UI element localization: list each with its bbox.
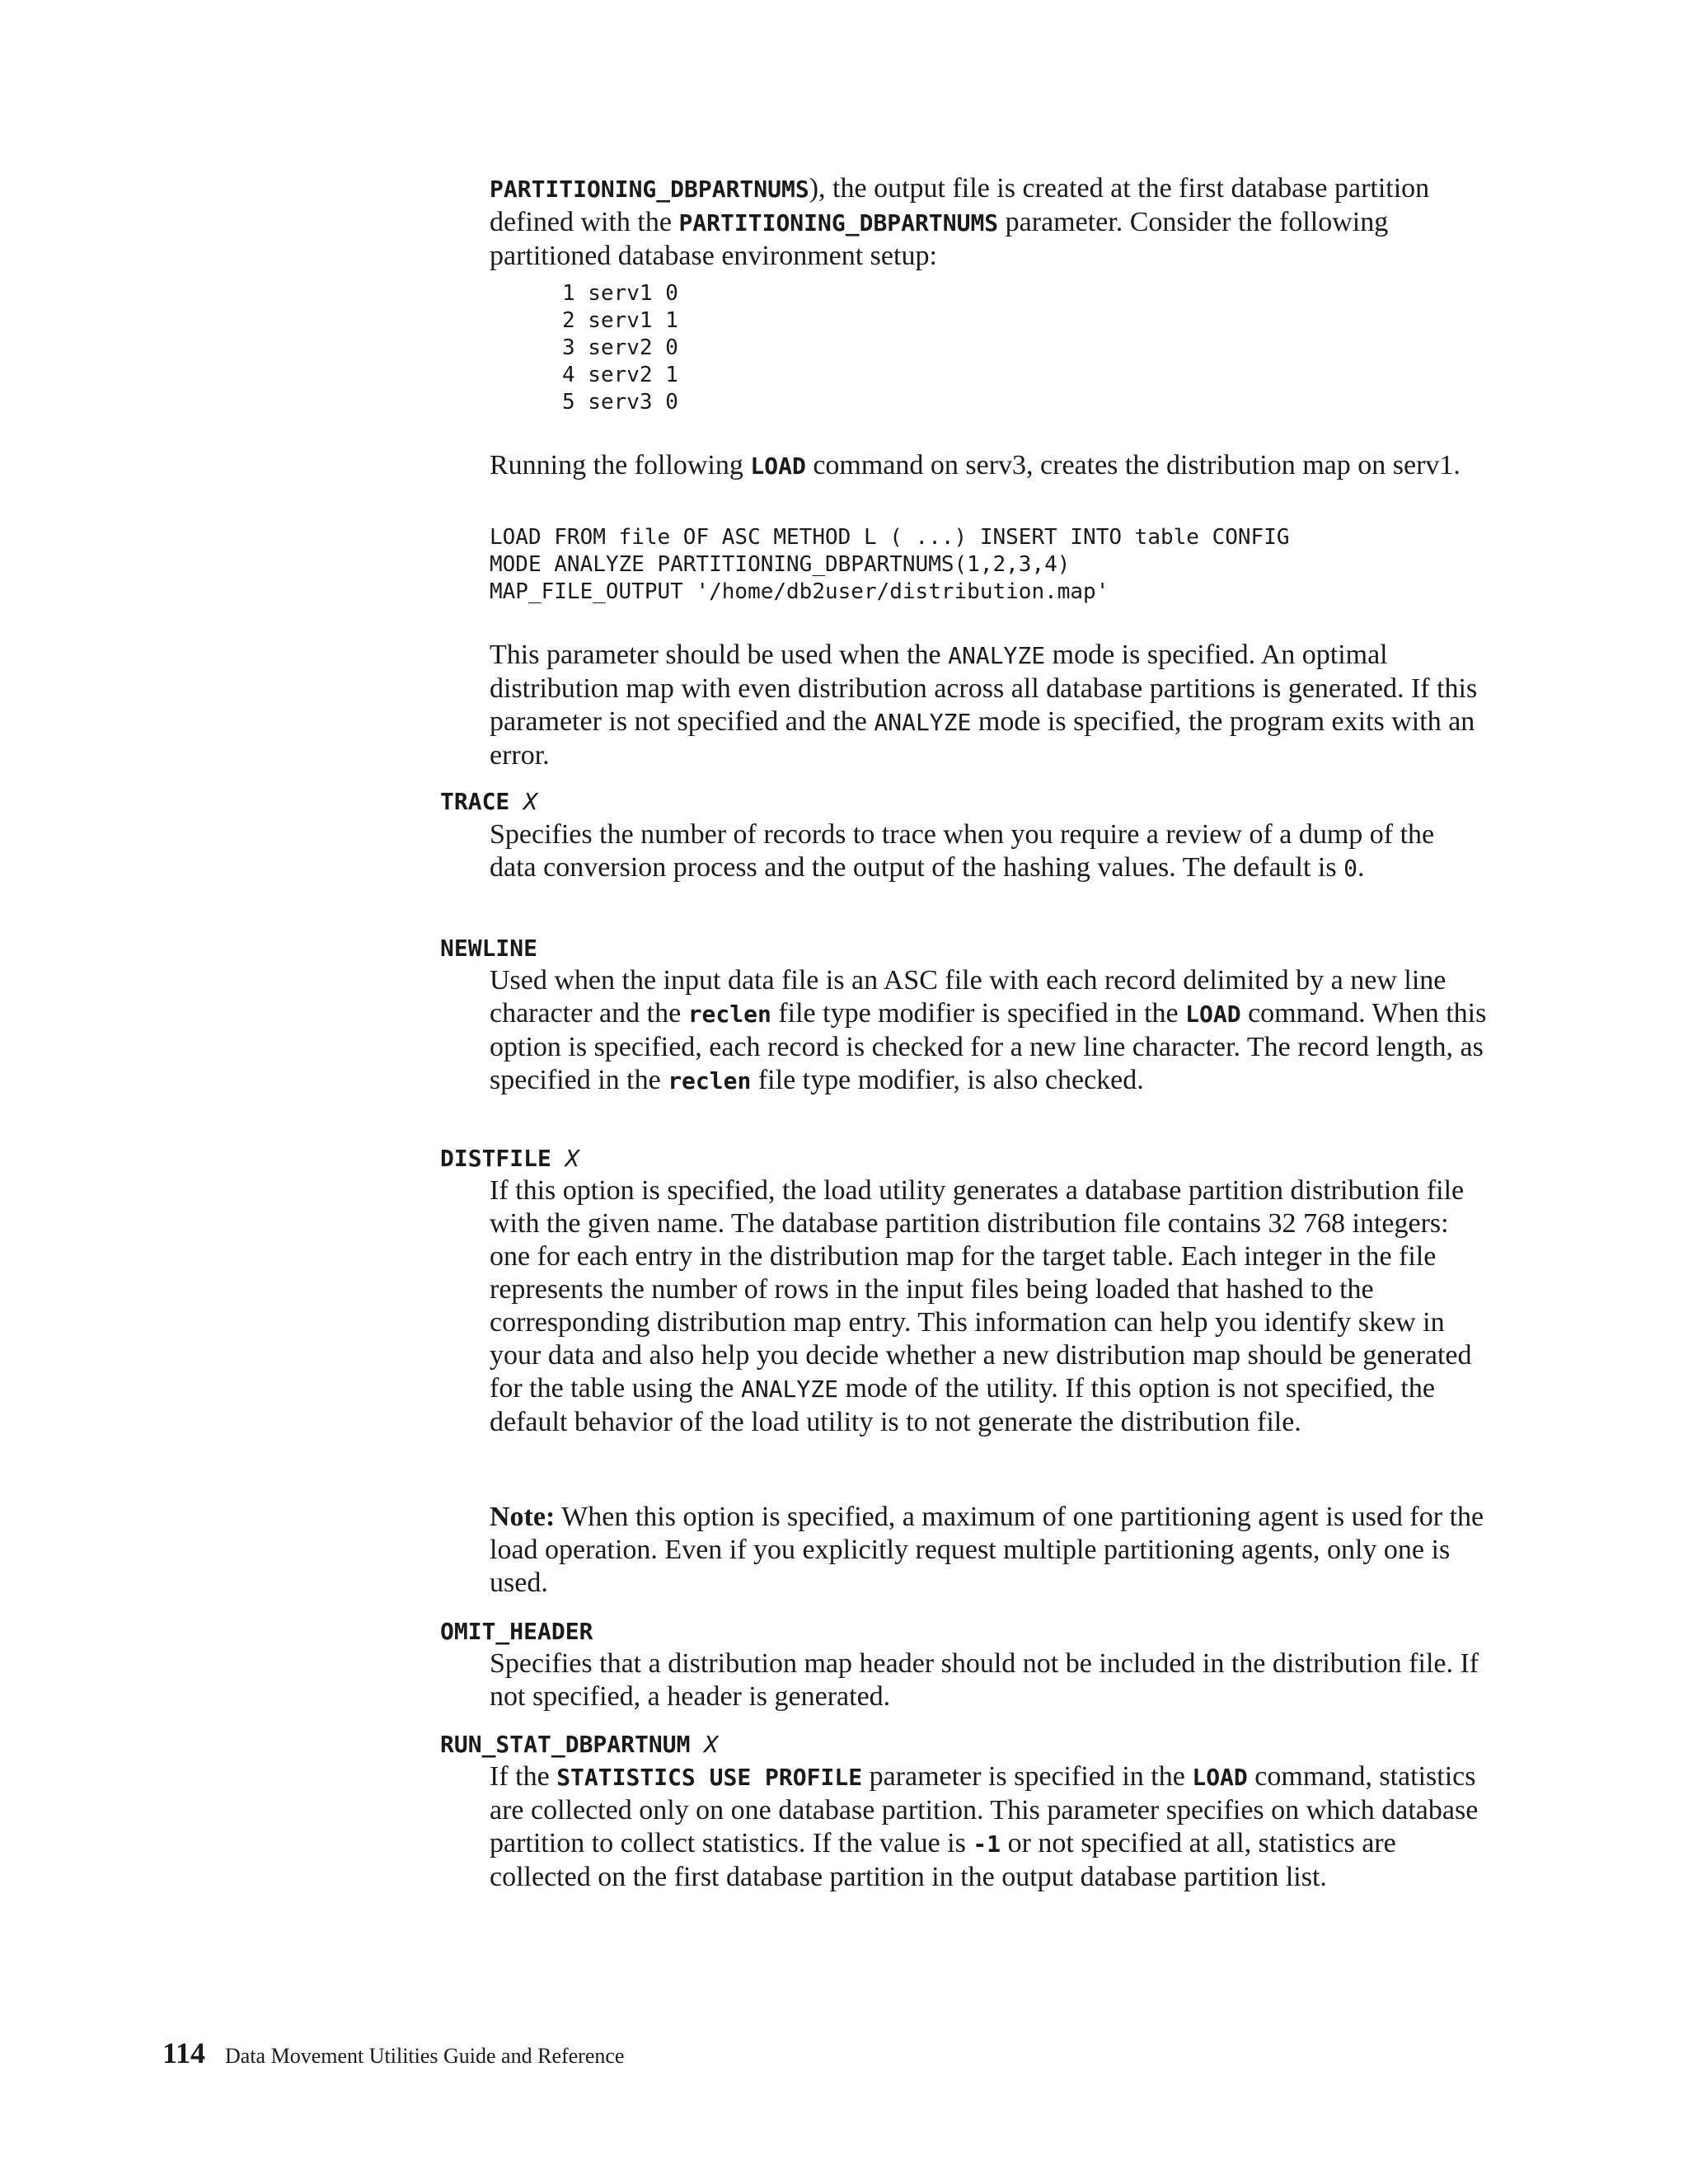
keyword-load: LOAD [750, 452, 806, 480]
load-command-line: MAP_FILE_OUTPUT '/home/db2user/distribution.map' [490, 579, 1109, 604]
keyword-reclen: reclen [687, 1001, 771, 1028]
keyword-reclen-2: reclen [668, 1067, 752, 1094]
term-trace [440, 787, 537, 817]
book-title: Data Movement Utilities Guide and Reference [225, 2044, 625, 2068]
term-run-stat-arg: X [704, 1731, 719, 1758]
term-run-stat-dbpartnum [440, 1730, 718, 1760]
term-omit-header [440, 1617, 593, 1647]
setup-line: 4 serv2 1 [562, 363, 678, 387]
distfile-note [490, 1501, 1487, 1600]
distfile-description [490, 1174, 1487, 1439]
term-run-stat-name: RUN_STAT_DBPARTNUM [440, 1731, 691, 1758]
run-stat-description [490, 1760, 1487, 1894]
page-footer [162, 2036, 624, 2070]
trace-text-2: . [1357, 852, 1365, 883]
keyword-partitioning-dbpartnums-2: PARTITIONING_DBPARTNUMS [678, 209, 999, 237]
run-stat-text-2: parameter is specified in the [862, 1761, 1193, 1792]
intro-text-2: parameter. Consider the following partitioned database environment setup: [490, 207, 1389, 271]
keyword-partitioning-dbpartnums: PARTITIONING_DBPARTNUMS [490, 176, 809, 203]
term-omit-header-name: OMIT_HEADER [440, 1618, 593, 1645]
trace-description [490, 818, 1487, 885]
value-minus-one: -1 [973, 1830, 1001, 1858]
keyword-analyze: ANALYZE [740, 1376, 838, 1403]
term-newline-name: NEWLINE [440, 935, 538, 962]
running-text-1: Running the following [490, 450, 751, 480]
analyze-text-2: mode is specified. An optimal distribution map with even distribution across all database partitions is generated. If this parameter is not specified and the [490, 640, 1478, 737]
page-number: 114 [162, 2036, 206, 2069]
newline-text-4: file type modifier, is also checked. [751, 1065, 1144, 1095]
keyword-load: LOAD [1185, 1001, 1241, 1028]
keyword-statistics-use-profile: STATISTICS USE PROFILE [556, 1764, 863, 1791]
distfile-text-1: If this option is specified, the load utility generates a database partition distribution file with the given name. The database partition distribution file contains 32 768 integers: one for each entry in the distribution map for the target table. Each integer in the file represents the number of rows in the input files being loaded that hashed to the corresponding distribution map entry. This information can help you identify skew in your data and also help you decide whether a new distribution map should be generated for the table using the [490, 1175, 1472, 1404]
term-newline [440, 934, 537, 963]
newline-description [490, 964, 1487, 1098]
setup-code-block [562, 280, 678, 416]
analyze-text-1: This parameter should be used when the [490, 640, 949, 670]
setup-line: 5 serv3 0 [562, 390, 678, 415]
setup-line: 2 serv1 1 [562, 308, 678, 333]
omit-header-description [490, 1647, 1487, 1713]
term-distfile [440, 1144, 579, 1174]
load-command-line: LOAD FROM file OF ASC METHOD L ( ...) INSERT INTO table CONFIG [490, 525, 1290, 550]
term-trace-name: TRACE [440, 788, 510, 815]
running-paragraph [490, 449, 1487, 483]
note-label: Note: [490, 1502, 556, 1532]
analyze-text-3: mode is specified, the program exits with an error. [490, 706, 1475, 771]
distfile-text-2: mode of the utility. If this option is not specified, the default behavior of the load utility is to not generate the distribution file. [490, 1373, 1435, 1437]
term-trace-arg: X [523, 788, 538, 815]
keyword-analyze-2: ANALYZE [874, 709, 972, 736]
keyword-load: LOAD [1192, 1764, 1248, 1791]
run-stat-text-4: or not specified at all, statistics are collected on the first database partition in the output database partition list. [490, 1828, 1396, 1892]
load-command-line: MODE ANALYZE PARTITIONING_DBPARTNUMS(1,2,3,4) [490, 552, 1071, 577]
note-text: When this option is specified, a maximum of one partitioning agent is used for the load operation. Even if you explicitly request multiple partitioning agents, only one is used. [490, 1502, 1484, 1598]
trace-text-1: Specifies the number of records to trace when you require a review of a dump of the data conversion process and the output of the hashing values. The default is [490, 819, 1435, 883]
intro-paragraph [490, 172, 1487, 273]
load-command-code-block [490, 524, 1290, 606]
run-stat-text-1: If the [490, 1761, 557, 1792]
running-text-2: command on serv3, creates the distribution map on serv1. [805, 450, 1461, 480]
trace-default-value: 0 [1343, 855, 1357, 882]
keyword-analyze: ANALYZE [948, 642, 1046, 669]
run-stat-text-3: command, statistics are collected only on one database partition. This parameter specifies on which database partition to collect statistics. If the value is [490, 1761, 1479, 1858]
analyze-paragraph [490, 639, 1487, 772]
newline-text-2: file type modifier is specified in the [771, 998, 1186, 1029]
newline-text-3: command. When this option is specified, each record is checked for a new line character. The record length, as specified in the [490, 998, 1487, 1095]
setup-line: 1 serv1 0 [562, 281, 678, 306]
omit-header-text: Specifies that a distribution map header should not be included in the distribution file. If not specified, a header is generated. [490, 1648, 1479, 1712]
newline-text-1: Used when the input data file is an ASC file with each record delimited by a new line character and the [490, 965, 1447, 1029]
term-distfile-arg: X [565, 1145, 579, 1172]
term-distfile-name: DISTFILE [440, 1145, 551, 1172]
intro-text-1: ), the output file is created at the first database partition defined with the [490, 173, 1430, 237]
setup-line: 3 serv2 0 [562, 335, 678, 360]
